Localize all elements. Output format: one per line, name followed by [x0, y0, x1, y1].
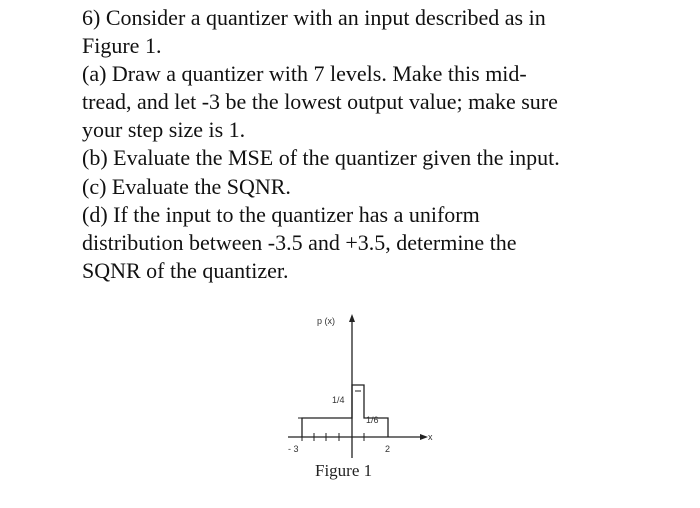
problem-line-3: (a) Draw a quantizer with 7 levels. Make this mid- [82, 61, 527, 87]
problem-line-4: tread, and let -3 be the lowest output value; make sure [82, 89, 558, 115]
problem-line-8: (d) If the input to the quantizer has a uniform [82, 201, 480, 227]
density-outline [302, 385, 388, 437]
y-axis-arrow [349, 314, 355, 322]
problem-line-7: (c) Evaluate the SQNR. [82, 173, 291, 199]
problem-line-2: Figure 1. [82, 33, 162, 59]
value-label-quarter: 1/4 [332, 395, 345, 405]
x-axis-label: x [428, 432, 433, 442]
problem-statement [82, 4, 692, 285]
problem-line-5: your step size is 1. [82, 117, 246, 143]
problem-line-9: distribution between -3.5 and +3.5, determine the [82, 229, 517, 255]
y-axis-label: p (x) [317, 316, 335, 326]
problem-line-10: SQNR of the quantizer. [82, 257, 289, 283]
problem-line-6: (b) Evaluate the MSE of the quantizer given the input. [82, 145, 560, 171]
figure-caption: Figure 1 [315, 461, 373, 480]
tick-label-right: 2 [385, 444, 391, 454]
problem-line-1: 6) Consider a quantizer with an input described as in [82, 5, 546, 30]
x-axis-arrow [420, 434, 428, 440]
value-label-sixth: 1/6 [366, 415, 379, 425]
pdf-plot [270, 300, 440, 465]
tick-label-left: - 3 [288, 444, 299, 454]
